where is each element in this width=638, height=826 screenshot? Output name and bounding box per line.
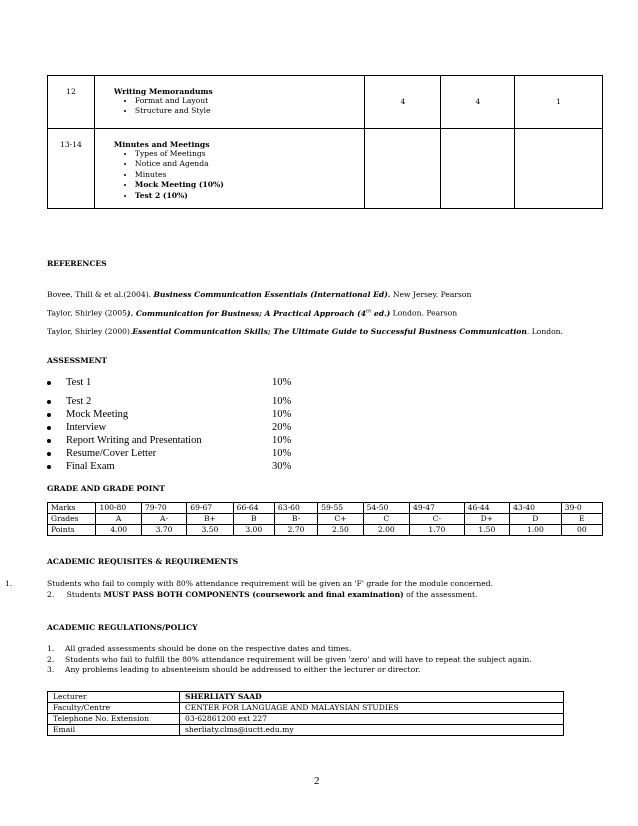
grade-table bbox=[47, 502, 603, 536]
table-cell: 2.50 bbox=[318, 525, 363, 536]
week-cell: 13-14 bbox=[48, 129, 95, 209]
bullet-icon bbox=[47, 381, 51, 385]
reference-author: Bovee, Thill & et al.(2004). bbox=[47, 290, 154, 299]
schedule-row bbox=[48, 129, 603, 209]
reference-sup: th bbox=[365, 308, 372, 314]
value-cell: 1 bbox=[515, 76, 603, 129]
assessment-pct: 20% bbox=[272, 422, 292, 433]
value-cell bbox=[365, 129, 441, 209]
table-cell: 49-47 bbox=[410, 503, 465, 514]
assessment-pct: 30% bbox=[272, 461, 292, 472]
assessment-name: Resume/Cover Letter bbox=[66, 448, 157, 459]
regulations-heading: ACADEMIC REGULATIONS/POLICY bbox=[47, 623, 198, 632]
list-item: • Minutes bbox=[135, 170, 365, 180]
value-cell bbox=[441, 129, 515, 209]
table-cell: 00 bbox=[561, 525, 602, 536]
reference-publisher: . London. bbox=[526, 327, 563, 336]
list-item: • Test 2 (10%) bbox=[135, 191, 365, 201]
requisite-2 bbox=[47, 590, 477, 599]
assessment-pct: 10% bbox=[272, 435, 292, 446]
table-row bbox=[48, 703, 564, 714]
value-cell bbox=[515, 129, 603, 209]
table-cell: 3.70 bbox=[141, 525, 186, 536]
contact-label: Telephone No. Extension bbox=[48, 714, 180, 725]
table-cell: D+ bbox=[464, 514, 509, 525]
table-cell: A bbox=[96, 514, 141, 525]
table-row bbox=[48, 514, 603, 525]
table-cell: B+ bbox=[187, 514, 233, 525]
table-cell: 4.00 bbox=[96, 525, 141, 536]
bullet-icon bbox=[47, 426, 51, 430]
table-cell: C+ bbox=[318, 514, 363, 525]
list-item bbox=[47, 655, 532, 664]
assessment-heading: ASSESSMENT bbox=[47, 356, 108, 365]
reference-2 bbox=[47, 308, 457, 318]
assessment-item bbox=[47, 422, 292, 433]
table-cell: Marks bbox=[48, 503, 96, 514]
requisite-text-end: of the assessment. bbox=[403, 590, 478, 599]
list-item: • Structure and Style bbox=[135, 106, 365, 116]
contact-value: CENTER FOR LANGUAGE AND MALAYSIAN STUDIES bbox=[180, 703, 564, 714]
reference-1 bbox=[47, 290, 471, 299]
references-heading: REFERENCES bbox=[47, 259, 107, 268]
grade-heading: GRADE AND GRADE POINT bbox=[47, 484, 165, 493]
assessment-item bbox=[47, 461, 292, 472]
assessment-name: Final Exam bbox=[66, 461, 115, 472]
list-item: • Mock Meeting (10%) bbox=[135, 180, 365, 190]
bullet-icon bbox=[47, 400, 51, 404]
schedule-row bbox=[48, 76, 603, 129]
table-cell: Grades bbox=[48, 514, 96, 525]
table-row bbox=[48, 725, 564, 736]
table-cell: 1.70 bbox=[410, 525, 465, 536]
reference-title: ). Communication for Business; A Practical Approach (4 bbox=[126, 308, 366, 318]
assessment-item bbox=[47, 377, 292, 388]
reference-publisher: London. Pearson bbox=[390, 308, 458, 318]
list-number: 2. bbox=[47, 655, 55, 664]
assessment-name: Mock Meeting bbox=[66, 409, 129, 420]
table-row bbox=[48, 503, 603, 514]
bullet-icon bbox=[47, 452, 51, 456]
list-number: 1. bbox=[47, 644, 55, 653]
table-cell: Points bbox=[48, 525, 96, 536]
list-text: All graded assessments should be done on the respective dates and times. bbox=[65, 644, 352, 653]
table-cell: 69-67 bbox=[187, 503, 233, 514]
table-cell: 79-70 bbox=[141, 503, 186, 514]
table-cell: 3.50 bbox=[187, 525, 233, 536]
topic-cell bbox=[94, 129, 365, 209]
table-cell: 46-44 bbox=[464, 503, 509, 514]
reference-title-end: ed.) bbox=[371, 308, 391, 318]
schedule-table bbox=[47, 75, 603, 209]
table-cell: D bbox=[510, 514, 562, 525]
list-item: • Types of Meetings bbox=[135, 149, 365, 159]
table-cell: E bbox=[561, 514, 602, 525]
week-cell: 12 bbox=[48, 76, 95, 129]
list-text: Any problems leading to absenteeism should be addressed to either the lecturer or director. bbox=[65, 665, 421, 674]
table-cell: 1.50 bbox=[464, 525, 509, 536]
assessment-pct: 10% bbox=[272, 448, 292, 459]
table-cell: 100-80 bbox=[96, 503, 141, 514]
assessment-pct: 10% bbox=[272, 409, 292, 420]
bullet-icon bbox=[47, 439, 51, 443]
reference-title: Business Communication Essentials (International Ed). bbox=[153, 290, 391, 299]
contact-label: Faculty/Centre bbox=[48, 703, 180, 714]
reference-publisher: New Jersey. Pearson bbox=[390, 290, 472, 299]
reference-author: Taylor, Shirley (2005 bbox=[47, 308, 127, 318]
contact-value: 03-62861200 ext 227 bbox=[180, 714, 564, 725]
list-item: • Notice and Agenda bbox=[135, 159, 365, 169]
reference-author: Taylor, Shirley (2000). bbox=[47, 327, 133, 336]
topic-title: Minutes and Meetings bbox=[113, 140, 210, 149]
assessment-name: Test 1 bbox=[66, 377, 92, 388]
assessment-pct: 10% bbox=[272, 377, 292, 388]
requisite-text: Students bbox=[66, 590, 104, 599]
value-cell: 4 bbox=[441, 76, 515, 129]
table-cell: C- bbox=[410, 514, 465, 525]
table-cell: B bbox=[233, 514, 274, 525]
value-cell: 4 bbox=[365, 76, 441, 129]
table-cell: 43-40 bbox=[510, 503, 562, 514]
topic-list bbox=[114, 149, 365, 201]
assessment-item bbox=[47, 396, 292, 407]
reference-title: Essential Communication Skills; The Ultimate Guide to Successful Business Communication bbox=[132, 327, 527, 336]
page-number: 2 bbox=[314, 775, 320, 787]
table-cell: 2.00 bbox=[363, 525, 409, 536]
list-item bbox=[47, 644, 352, 653]
contact-label: Lecturer bbox=[48, 692, 180, 703]
table-row bbox=[48, 525, 603, 536]
table-cell: 59-55 bbox=[318, 503, 363, 514]
table-cell: B- bbox=[274, 514, 317, 525]
table-cell: 39-0 bbox=[561, 503, 602, 514]
topic-cell bbox=[94, 76, 365, 129]
requisites-heading: ACADEMIC REQUISITES & REQUIREMENTS bbox=[47, 557, 239, 566]
topic-title: Writing Memorandums bbox=[113, 87, 213, 96]
list-item: • Format and Layout bbox=[135, 96, 365, 106]
topic-list bbox=[114, 96, 365, 117]
list-number: 2. bbox=[47, 590, 55, 599]
table-cell: C bbox=[363, 514, 409, 525]
contact-value: sherliaty.clms@iuctt.edu.my bbox=[180, 725, 564, 736]
table-row bbox=[48, 714, 564, 725]
reference-3 bbox=[47, 327, 563, 336]
assessment-item bbox=[47, 448, 292, 459]
list-item bbox=[47, 665, 421, 674]
contact-table bbox=[47, 691, 564, 736]
assessment-name: Test 2 bbox=[66, 396, 92, 407]
assessment-item bbox=[47, 435, 292, 446]
requisite-1: Students who fail to comply with 80% attendance requirement will be given an 'F' grade for the module concerned. bbox=[47, 579, 494, 588]
table-cell: 63-60 bbox=[274, 503, 317, 514]
requisite-bold: MUST PASS BOTH COMPONENTS (coursework and final examination) bbox=[103, 590, 404, 599]
table-cell: A- bbox=[141, 514, 186, 525]
table-cell: 2.70 bbox=[274, 525, 317, 536]
list-number: 3. bbox=[47, 665, 55, 674]
bullet-icon bbox=[47, 465, 51, 469]
table-cell: 66-64 bbox=[233, 503, 274, 514]
assessment-item bbox=[47, 409, 292, 420]
contact-value: SHERLIATY SAAD bbox=[180, 692, 564, 703]
table-cell: 3.00 bbox=[233, 525, 274, 536]
table-cell: 54-50 bbox=[363, 503, 409, 514]
contact-label: Email bbox=[48, 725, 180, 736]
list-number: 1. bbox=[5, 579, 13, 588]
bullet-icon bbox=[47, 413, 51, 417]
assessment-pct: 10% bbox=[272, 396, 292, 407]
assessment-name: Interview bbox=[66, 422, 107, 433]
assessment-name: Report Writing and Presentation bbox=[66, 435, 202, 446]
table-row bbox=[48, 692, 564, 703]
list-text: Students who fail to fulfill the 80% attendance requirement will be given 'zero' and will have to repeat the subject again. bbox=[65, 655, 532, 664]
table-cell: 1.00 bbox=[510, 525, 562, 536]
